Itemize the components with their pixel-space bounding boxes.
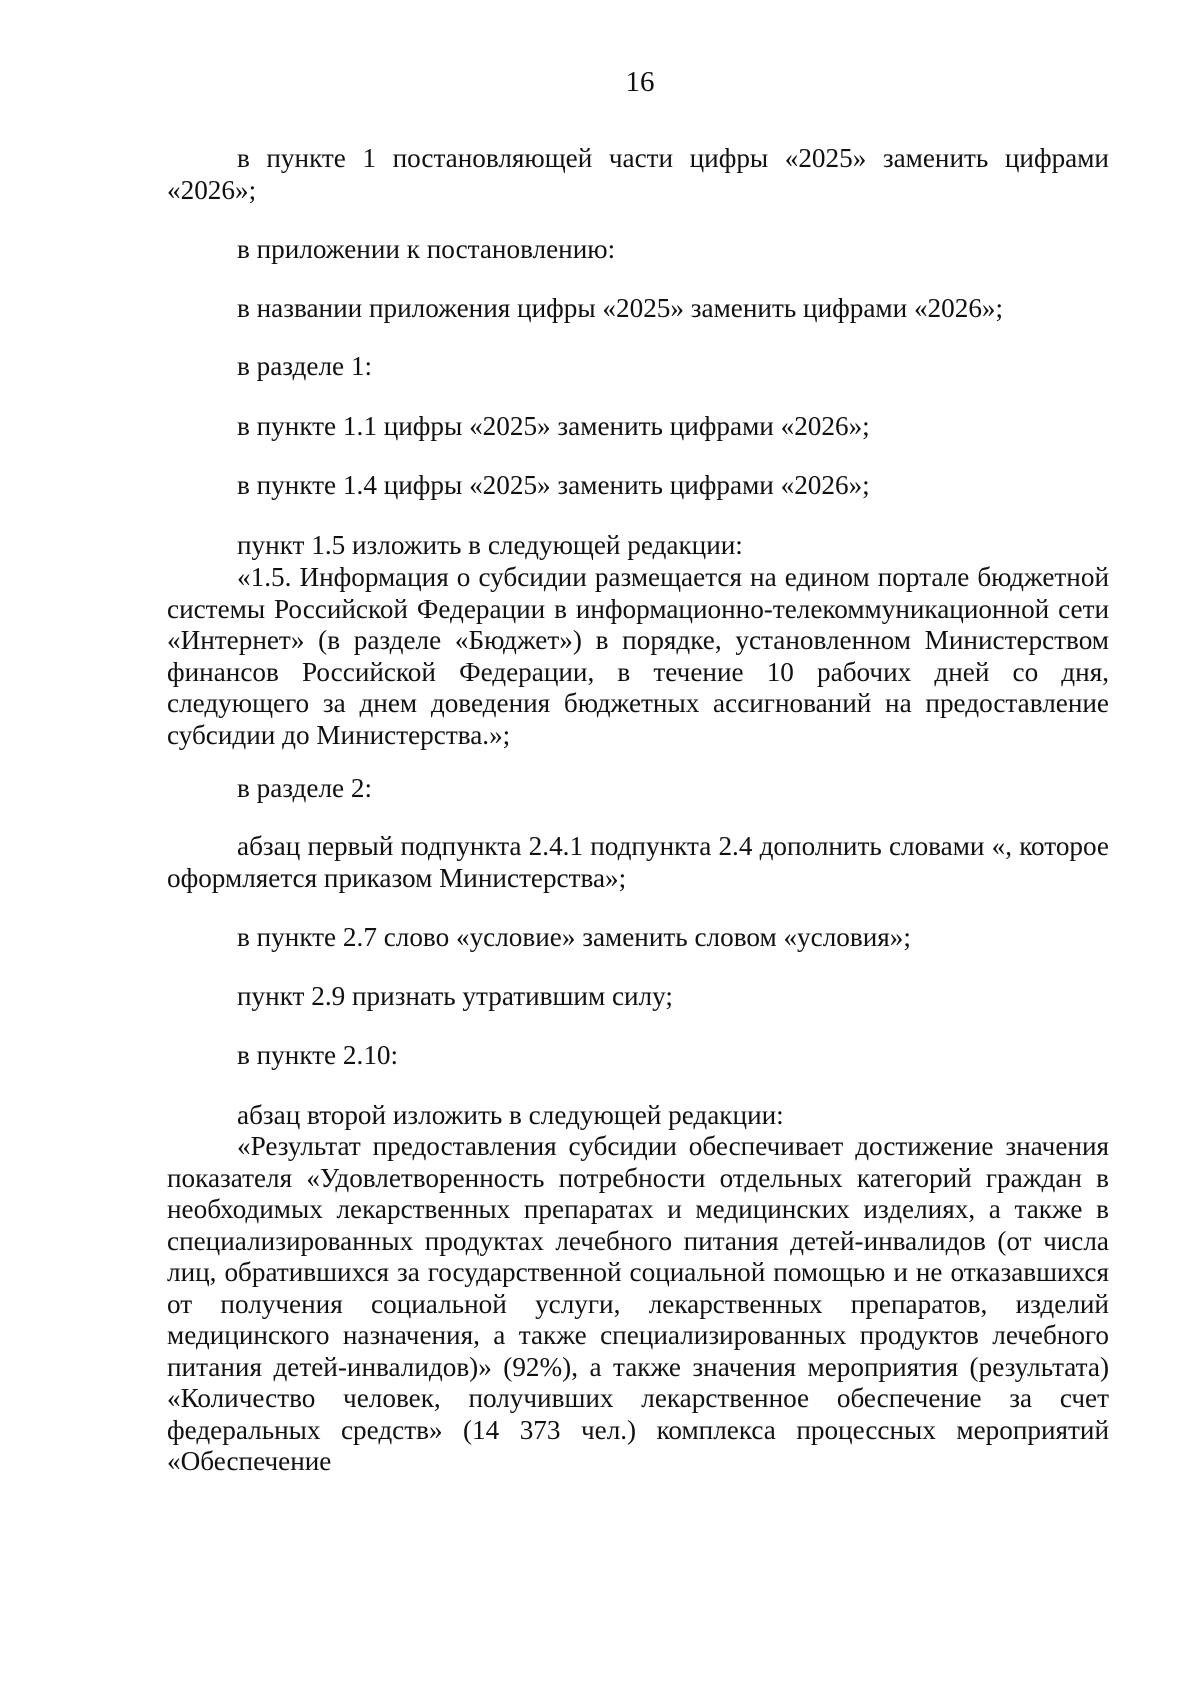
paragraph-5: в пункте 1.1 цифры «2025» заменить цифрами «2026»; xyxy=(237,411,870,441)
paragraph-7: пункт 1.5 изложить в следующей редакции: xyxy=(237,530,743,560)
paragraph-14: абзац второй изложить в следующей редакции: xyxy=(237,1100,784,1130)
paragraph-11: в пункте 2.7 слово «условие» заменить словом «условия»; xyxy=(237,922,911,952)
paragraph-12: пункт 2.9 признать утратившим силу; xyxy=(237,981,673,1011)
paragraph-4: в разделе 1: xyxy=(237,351,373,381)
paragraph-15: «Результат предоставления субсидии обеспечивает достижение значения показателя «Удовлетворенность потребности отдельных категорий граждан в необходимых лекарственных препаратах и медицинских изделиях, а также в специализированных продуктах лечебного питания детей-инвалидов (от числа лиц, обратившихся за государственной социальной помощью и не отказавшихся от получения социальной услуги, лекарственных препаратов, изделий медицинского назначения, а также специализированных продуктов лечебного питания детей-инвалидов)» (92%), а также значения мероприятия (результата) «Количество человек, получивших лекарственное обеспечение за счет федеральных средств» (14 373 чел.) комплекса процессных мероприятий «Обеспечение xyxy=(167,1131,1109,1476)
paragraph-10: абзац первый подпункта 2.4.1 подпункта 2.4 дополнить словами «, которое оформляется приказом Министерства»; xyxy=(167,831,1109,893)
paragraph-1: в пункте 1 постановляющей части цифры «2025» заменить цифрами «2026»; xyxy=(167,143,1109,205)
paragraph-2: в приложении к постановлению: xyxy=(237,234,616,264)
paragraph-13: в пункте 2.10: xyxy=(237,1040,399,1070)
paragraph-8: «1.5. Информация о субсидии размещается на едином портале бюджетной системы Российской Федерации в информационно-телекоммуникационной сети «Интернет» (в разделе «Бюджет») в порядке, установленном Министерством финансов Российской Федерации, в течение 10 рабочих дней со дня, следующего за днем доведения бюджетных ассигнований на предоставление субсидии до Министерства.»; xyxy=(167,562,1109,750)
paragraph-6: в пункте 1.4 цифры «2025» заменить цифрами «2026»; xyxy=(237,470,870,500)
paragraph-3: в названии приложения цифры «2025» заменить цифрами «2026»; xyxy=(237,293,1004,323)
paragraph-9: в разделе 2: xyxy=(237,773,373,803)
page-number: 16 xyxy=(625,66,655,98)
